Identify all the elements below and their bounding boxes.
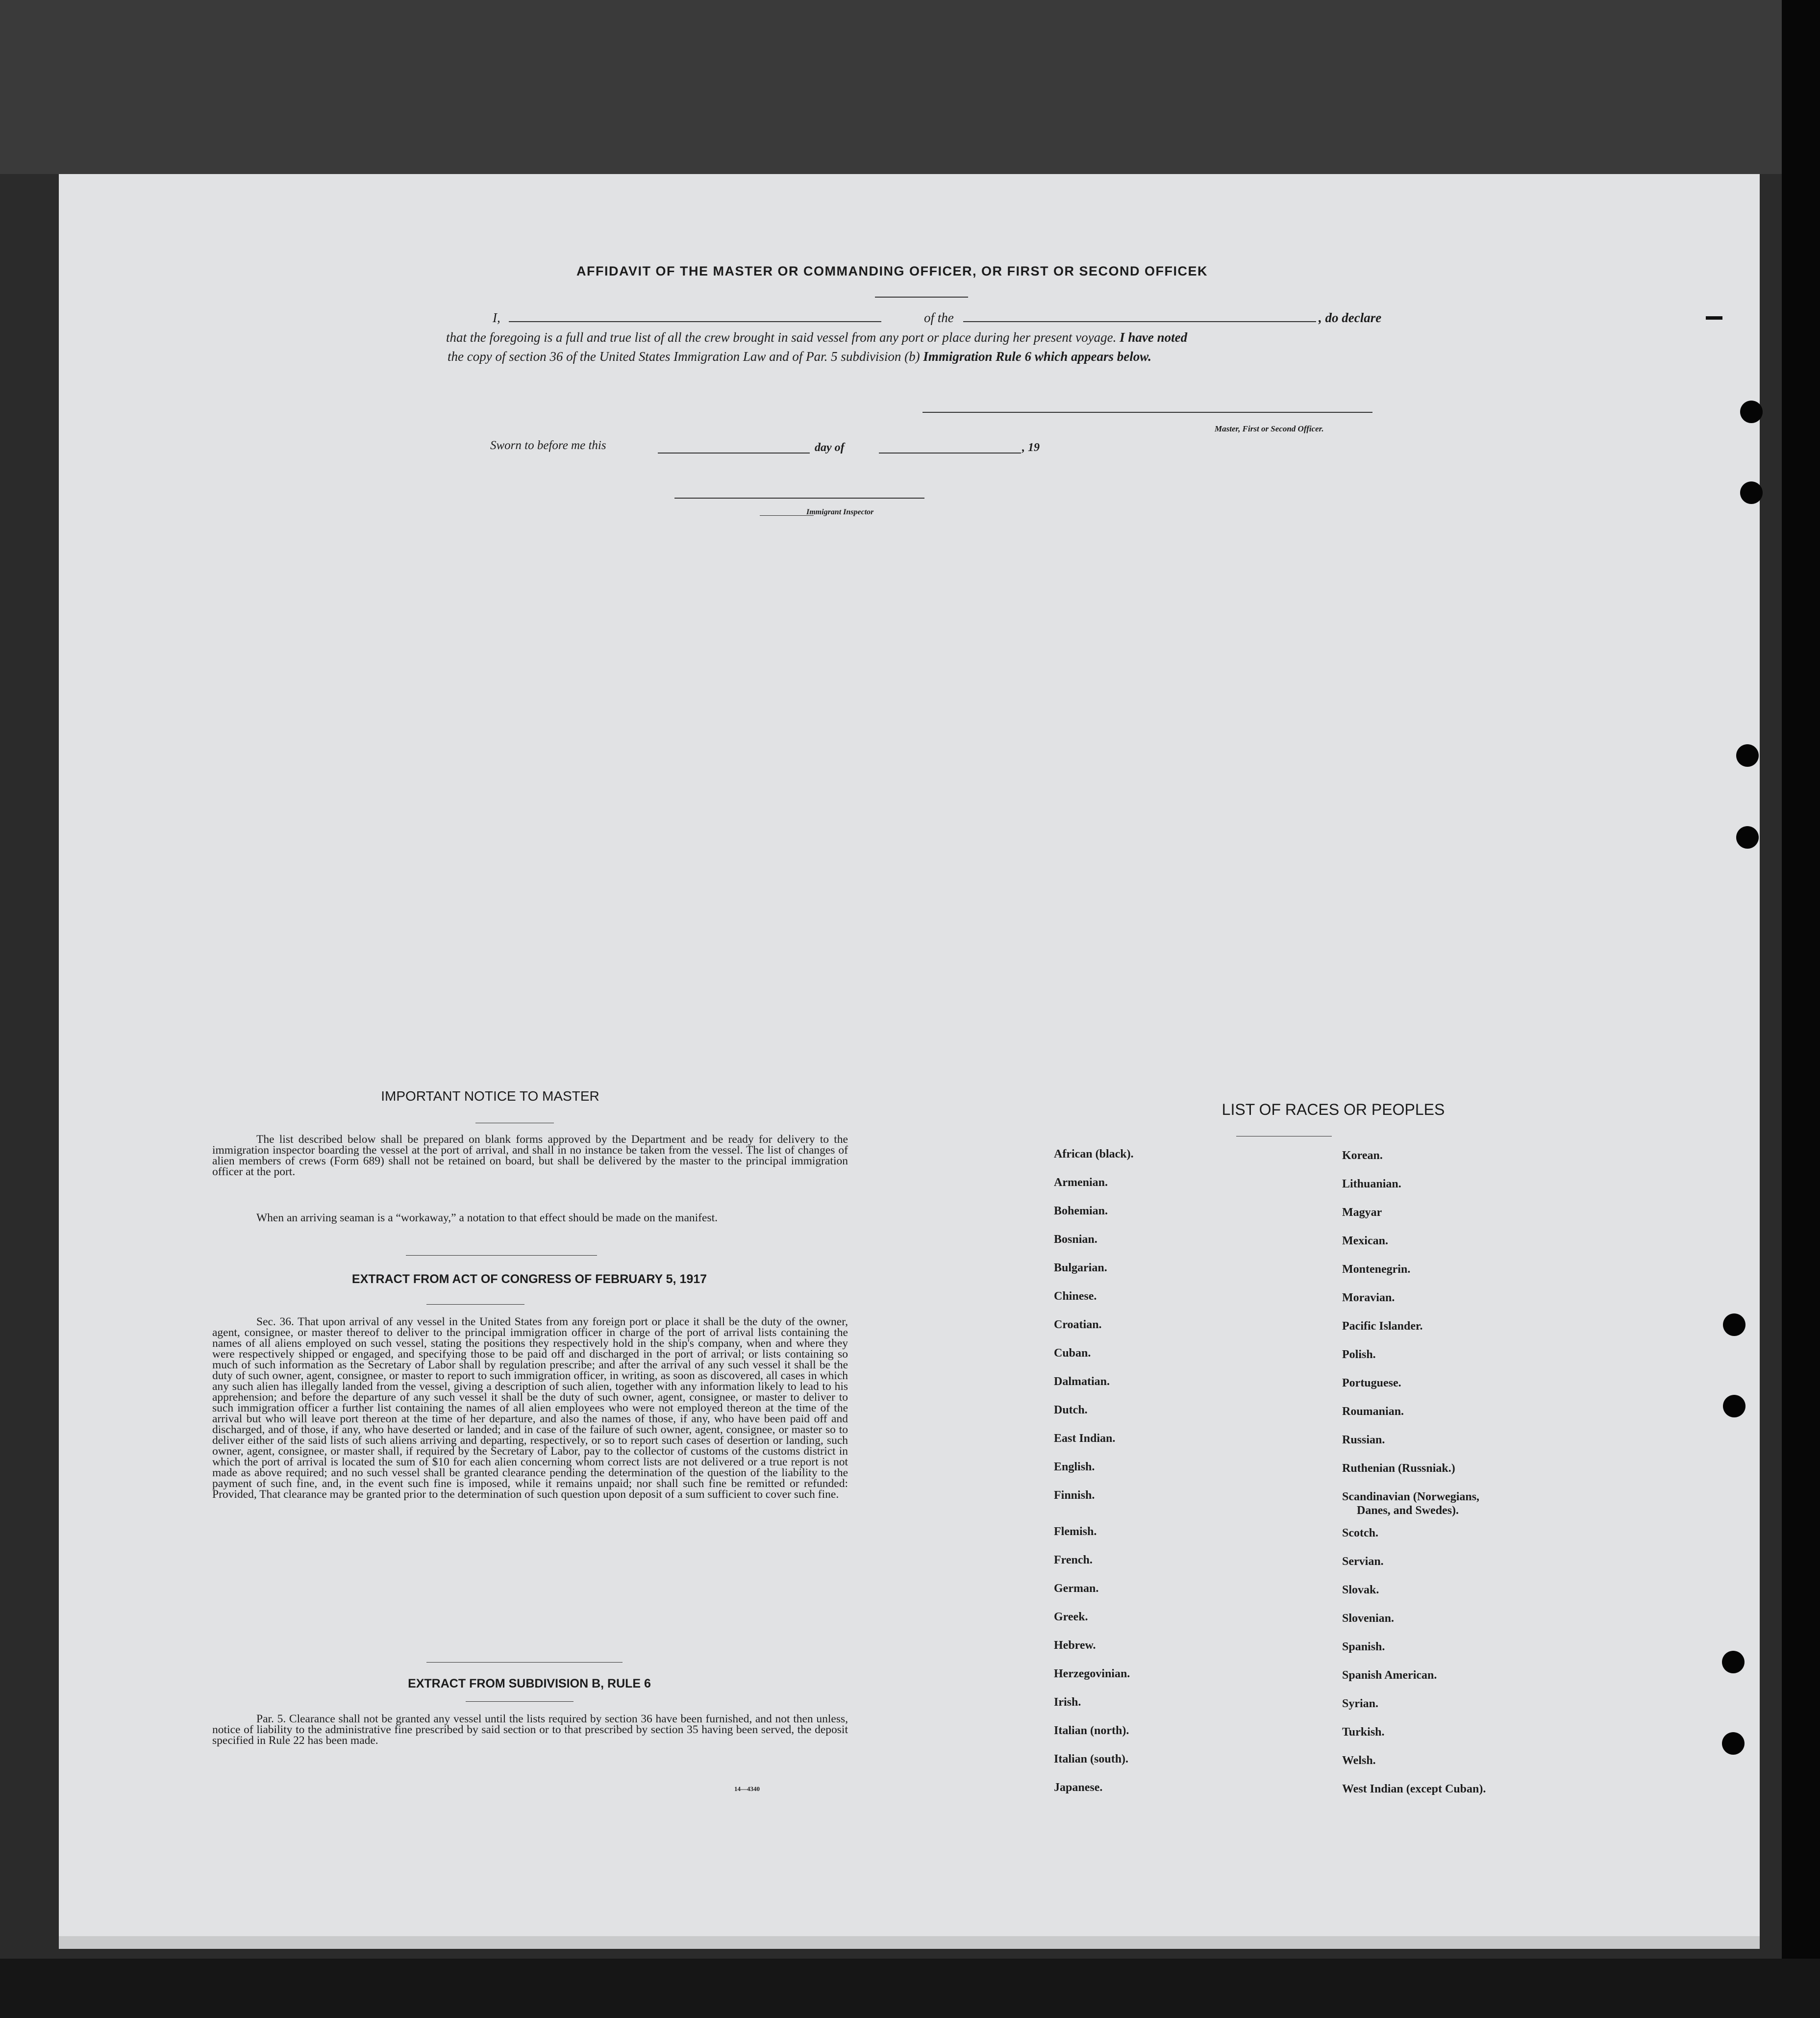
race-label: Polish. — [1342, 1348, 1376, 1361]
race-label: Magyar — [1342, 1206, 1382, 1219]
extract1-heading: EXTRACT FROM ACT OF CONGRESS OF FEBRUARY 5, 1917 — [351, 1272, 707, 1286]
race-label: Finnish. — [1054, 1489, 1095, 1502]
margin-mark — [1706, 316, 1722, 320]
affidavit-line2-end: I have noted — [1120, 330, 1188, 345]
extract1-rule — [426, 1304, 524, 1305]
race-item — [1342, 1291, 1486, 1319]
punch-hole — [1736, 826, 1759, 849]
race-item — [1054, 1289, 1134, 1318]
film-border-bottom — [0, 1959, 1820, 2018]
divider-rule — [406, 1255, 597, 1256]
name-blank — [509, 321, 881, 322]
sworn-text: Sworn to before me this — [490, 439, 606, 452]
race-item — [1342, 1206, 1486, 1234]
affidavit-of-the: of the — [924, 310, 954, 325]
race-item — [1054, 1346, 1134, 1375]
par5-text — [212, 1714, 848, 1746]
page-edge — [59, 1936, 1760, 1949]
race-item — [1342, 1149, 1486, 1177]
race-item — [1342, 1348, 1486, 1376]
race-label: Korean. — [1342, 1149, 1383, 1162]
year-text: , 19 — [1022, 441, 1040, 454]
punch-hole — [1722, 1732, 1745, 1755]
punch-hole — [1740, 401, 1763, 423]
notice-para2-text: When an arriving seaman is a “workaway,” a notation to that effect should be made on the manifest. — [256, 1211, 718, 1224]
race-label: East Indian. — [1054, 1432, 1116, 1445]
affidavit-line3 — [448, 349, 1151, 364]
race-item — [1342, 1490, 1486, 1526]
race-label: Portuguese. — [1342, 1377, 1401, 1389]
race-item — [1342, 1234, 1486, 1262]
race-label-continuation: Danes, and Swedes). — [1357, 1504, 1459, 1517]
race-label: Armenian. — [1054, 1176, 1108, 1189]
race-label: German. — [1054, 1582, 1099, 1595]
vessel-blank — [963, 321, 1316, 322]
race-item — [1342, 1526, 1486, 1555]
race-label: Greek. — [1054, 1611, 1088, 1623]
race-label: Irish. — [1054, 1696, 1081, 1709]
race-label: Hebrew. — [1054, 1639, 1096, 1652]
race-label: Croatian. — [1054, 1318, 1102, 1331]
race-label: English. — [1054, 1461, 1095, 1473]
race-item — [1054, 1233, 1134, 1261]
race-label: Cuban. — [1054, 1347, 1091, 1360]
race-label: Spanish. — [1342, 1640, 1385, 1653]
race-label: French. — [1054, 1554, 1093, 1566]
race-item — [1342, 1782, 1486, 1811]
race-label: Spanish American. — [1342, 1669, 1437, 1682]
race-item — [1342, 1555, 1486, 1583]
affidavit-line3-start: the copy of section 36 of the United States Immigration Law and of Par. 5 subdivision (b) — [448, 349, 920, 364]
race-label: Dalmatian. — [1054, 1375, 1110, 1388]
race-label: Scotch. — [1342, 1527, 1378, 1539]
race-item — [1054, 1582, 1134, 1610]
race-label: Italian (south). — [1054, 1753, 1129, 1766]
race-label: Lithuanian. — [1342, 1178, 1401, 1190]
race-item — [1054, 1204, 1134, 1233]
race-item — [1054, 1375, 1134, 1403]
race-item — [1054, 1695, 1134, 1724]
race-label: Bulgarian. — [1054, 1261, 1107, 1274]
race-label: Montenegrin. — [1342, 1263, 1411, 1276]
film-border-right — [1782, 0, 1820, 2018]
race-label: Syrian. — [1342, 1697, 1379, 1710]
section-36-text — [212, 1316, 848, 1500]
signature-caption: Master, First or Second Officer. — [1215, 424, 1324, 433]
race-item — [1342, 1433, 1486, 1462]
race-item — [1054, 1261, 1134, 1289]
race-label: Slovenian. — [1342, 1612, 1395, 1625]
race-label: Flemish. — [1054, 1525, 1097, 1538]
affidavit-i: I, — [493, 310, 500, 325]
race-label: Ruthenian (Russniak.) — [1342, 1462, 1455, 1475]
race-item — [1342, 1462, 1486, 1490]
race-label: Mexican. — [1342, 1235, 1388, 1247]
race-item — [1054, 1781, 1134, 1809]
race-label: Servian. — [1342, 1555, 1384, 1568]
affidavit-line3-end: Immigration Rule 6 which appears below. — [923, 349, 1151, 364]
notice-heading: IMPORTANT NOTICE TO MASTER — [381, 1088, 599, 1104]
inspector-short-rule — [760, 515, 814, 516]
race-item — [1342, 1177, 1486, 1206]
affidavit-title: AFFIDAVIT OF THE MASTER OR COMMANDING OFFICER, OR FIRST OR SECOND OFFICEK — [576, 264, 1208, 278]
race-item — [1054, 1460, 1134, 1488]
signature-line — [922, 412, 1372, 413]
race-label: Scandinavian (Norwegians, — [1342, 1490, 1480, 1503]
race-item — [1054, 1553, 1134, 1582]
race-label: Dutch. — [1054, 1404, 1088, 1416]
form-number: 14—4340 — [734, 1785, 760, 1792]
race-item — [1342, 1262, 1486, 1291]
race-item — [1054, 1488, 1134, 1525]
race-label: Bohemian. — [1054, 1205, 1108, 1217]
race-label: Herzegovinian. — [1054, 1667, 1130, 1680]
races-right-column — [1342, 1149, 1486, 1811]
race-item — [1342, 1319, 1486, 1348]
race-item — [1342, 1725, 1486, 1754]
punch-hole — [1740, 481, 1763, 504]
extract2-rule — [466, 1701, 573, 1702]
race-label: Italian (north). — [1054, 1724, 1129, 1737]
race-label: Roumanian. — [1342, 1405, 1404, 1418]
punch-hole — [1722, 1651, 1745, 1673]
par5-body: Par. 5. Clearance shall not be granted any vessel until the lists required by section 36 have been furnished, and not then unless, notice of liability to the administrative fine prescribed by said section or to that prescribed by section 35 having been served, the deposit specified in Rule 22 has been made. — [212, 1713, 848, 1747]
affidavit-line2 — [446, 330, 1187, 345]
day-of-text: day of — [815, 441, 845, 454]
race-label: Bosnian. — [1054, 1233, 1097, 1246]
extract2-heading: EXTRACT FROM SUBDIVISION B, RULE 6 — [408, 1677, 651, 1690]
race-label: Welsh. — [1342, 1754, 1376, 1767]
race-label: Pacific Islander. — [1342, 1320, 1423, 1333]
affidavit-line2-text: that the foregoing is a full and true list of all the crew brought in said vessel from any port or place during her present voyage. — [446, 330, 1117, 345]
race-item — [1342, 1583, 1486, 1612]
race-item — [1054, 1318, 1134, 1346]
race-item — [1054, 1639, 1134, 1667]
race-label: Slovak. — [1342, 1584, 1379, 1596]
races-left-column — [1054, 1147, 1134, 1809]
affidavit-declare: , do declare — [1319, 310, 1382, 325]
document-page — [59, 174, 1760, 1949]
race-item — [1054, 1403, 1134, 1432]
notice-para1-text: The list described below shall be prepared on blank forms approved by the Department and be ready for delivery to the immigration inspector boarding the vessel at the port of arrival, and shall in no instance be taken from the vessel. The list of changes of alien members of crews (Form 689) shall not be retained on board, but shall be delivered by the master to the principal immigration officer at the port. — [212, 1133, 848, 1178]
race-item — [1342, 1405, 1486, 1433]
race-item — [1054, 1176, 1134, 1204]
race-label: West Indian (except Cuban). — [1342, 1783, 1486, 1795]
notice-para1 — [212, 1134, 848, 1177]
race-label: African (black). — [1054, 1148, 1134, 1160]
race-label: Moravian. — [1342, 1291, 1395, 1304]
race-item — [1054, 1525, 1134, 1553]
punch-hole — [1736, 744, 1759, 767]
divider-rule — [426, 1662, 623, 1663]
race-item — [1054, 1724, 1134, 1752]
inspector-caption: Immigrant Inspector — [806, 508, 874, 516]
race-label: Turkish. — [1342, 1726, 1385, 1739]
film-border-top — [0, 0, 1820, 174]
race-item — [1054, 1752, 1134, 1781]
race-label: Chinese. — [1054, 1290, 1097, 1303]
punch-hole — [1723, 1395, 1745, 1417]
race-item — [1342, 1754, 1486, 1782]
races-heading: LIST OF RACES OR PEOPLES — [1222, 1101, 1445, 1118]
race-item — [1054, 1667, 1134, 1695]
race-label: Russian. — [1342, 1434, 1385, 1446]
section-36-body: Sec. 36. That upon arrival of any vessel in the United States from any foreign port or place it shall be the duty of the owner, agent, consignee, or master thereof to deliver to the principal immigration officer in charge of the port of arrival lists containing the names of all aliens employed on such vessel, stating the positions they respectively hold in the ship's company, when and where they were respectively shipped or engaged, and specifying those to be paid off and discharged in the port of arrival; or lists containing so much of such information as the Secretary of Labor shall by regulation prescribe; and after the arrival of any such vessel it shall be the duty of such owner, agent, consignee, or master to report to such immigration officer, in writing, as soon as discovered, all cases in which any such alien has illegally landed from the vessel, giving a description of such alien, together with any information likely to lead to his apprehension; and before the departure of any such vessel it shall be the duty of such owner, agent, consignee, or master to deliver to such immigration officer a further list containing the names of all alien employees who were not employed thereon at the time of the arrival but who will leave port thereon at the time of her departure, and also the names of those, if any, who have been paid off and discharged, and of those, if any, who have deserted or landed; and in case of the failure of such owner, agent, consignee, or master so to deliver either of the said lists of such aliens arriving and departing, respectively, or so to report such cases of desertion or landing, such owner, agent, consignee, or master shall, if required by the Secretary of Labor, pay to the collector of customs of the customs district in which the port of arrival is located the sum of $10 for each alien concerning whom correct lists are not delivered or a true report is not made as above required; and no such vessel shall be granted clearance pending the determination of the question of the liability to the payment of such fine, and, in the event such fine is imposed, while it remains unpaid; nor shall such fine be remitted or refunded: Provided, That clearance may be granted prior to the determination of such question upon deposit of a sum sufficient to cover such fine. — [212, 1315, 848, 1501]
race-item — [1342, 1376, 1486, 1405]
month-blank — [879, 453, 1021, 454]
inspector-signature-line — [674, 498, 924, 499]
notice-para2 — [212, 1212, 848, 1223]
race-item — [1342, 1697, 1486, 1725]
race-item — [1054, 1432, 1134, 1460]
race-item — [1054, 1147, 1134, 1176]
race-label: Japanese. — [1054, 1781, 1103, 1794]
race-item — [1342, 1612, 1486, 1640]
race-item — [1054, 1610, 1134, 1639]
race-item — [1342, 1640, 1486, 1668]
race-item — [1342, 1668, 1486, 1697]
title-underline — [875, 297, 968, 298]
day-blank — [658, 453, 810, 454]
punch-hole — [1723, 1313, 1745, 1336]
